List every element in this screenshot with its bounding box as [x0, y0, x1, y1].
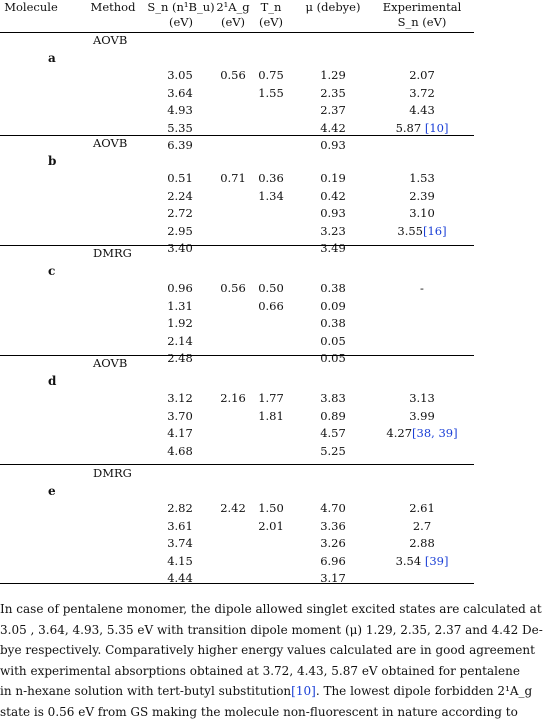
cell-tn	[254, 189, 288, 203]
cell-value: 3.70	[167, 408, 193, 423]
paragraph-line: In case of pentalene monomer, the dipole allowed singlet excited states are calculated at	[0, 602, 542, 616]
cell-value: 4.44	[167, 571, 193, 586]
cell-value: 3.36	[320, 518, 346, 533]
molecule-label: a	[48, 51, 56, 65]
cell-exp	[372, 554, 472, 568]
paragraph-line: with experimental absorptions obtained at 3.72, 4.43, 5.87 eV obtained for pentalene	[0, 663, 520, 678]
cell-mu	[298, 86, 368, 100]
header-molecule: Molecule	[4, 0, 58, 14]
cell-value: 0.51	[167, 171, 193, 185]
cell-sn	[150, 206, 210, 220]
cell-tn	[254, 501, 288, 515]
cell-sn	[150, 138, 210, 152]
cell-value: 0.05	[320, 351, 346, 366]
cell-mu	[298, 409, 368, 423]
cell-value: 4.27	[386, 426, 413, 441]
cell-mu	[298, 138, 368, 152]
cell-exp	[372, 519, 472, 533]
cell-value: 0.75	[258, 68, 284, 82]
cell-value: 4.57	[320, 426, 346, 441]
group-divider	[0, 464, 474, 465]
cell-mu	[298, 351, 368, 365]
cell-value: 3.10	[409, 206, 435, 221]
method-label: DMRG	[93, 246, 132, 260]
method-label: AOVB	[93, 136, 128, 150]
cell-exp	[372, 171, 472, 185]
cell-value: 2.35	[320, 85, 346, 100]
cell-value: 4.68	[167, 443, 193, 458]
table-bottom-rule	[0, 583, 474, 584]
paragraph-line	[0, 681, 533, 702]
cell-exp	[372, 189, 472, 203]
group-divider	[0, 135, 474, 136]
cell-value: 2.61	[409, 501, 435, 515]
cell-mu	[298, 334, 368, 348]
cell-value: 5.87	[395, 120, 425, 135]
cell-mu	[298, 444, 368, 458]
cell-value: 3.99	[409, 408, 435, 423]
cell-value: 1.29	[320, 68, 346, 82]
cell-exp	[372, 86, 472, 100]
cell-mu	[298, 426, 368, 440]
cell-exp	[372, 224, 472, 238]
cell-exp	[372, 426, 472, 440]
cell-value: 3.13	[409, 391, 435, 405]
cell-value: 2.16	[220, 391, 246, 405]
header-2ag	[214, 0, 252, 30]
cell-value: 1.55	[258, 85, 284, 100]
cell-tn	[254, 171, 288, 185]
cell-value: 6.39	[167, 138, 193, 153]
citation-link[interactable]: [10]	[424, 120, 449, 135]
cell-exp	[372, 536, 472, 550]
cell-value: 4.15	[167, 553, 193, 568]
cell-mu	[298, 68, 368, 82]
method-label: DMRG	[93, 466, 132, 480]
cell-sn	[150, 189, 210, 203]
header-experimental	[372, 0, 472, 30]
cell-tn	[254, 409, 288, 423]
method-label: AOVB	[93, 356, 128, 370]
cell-value: 4.43	[409, 103, 435, 118]
cell-value: 3.55	[397, 223, 423, 238]
cell-value: 0.05	[320, 333, 346, 348]
cell-a2	[214, 501, 252, 515]
cell-value: 3.72	[409, 85, 435, 100]
cell-value: 0.38	[320, 316, 346, 331]
cell-value: 3.83	[320, 391, 346, 405]
cell-value: 2.48	[167, 351, 193, 366]
method-label: AOVB	[93, 33, 128, 47]
cell-mu	[298, 554, 368, 568]
cell-a2	[214, 391, 252, 405]
cell-sn	[150, 224, 210, 238]
cell-mu	[298, 316, 368, 330]
cell-value: 0.66	[258, 298, 284, 313]
header-tn	[254, 0, 288, 30]
cell-value: 1.31	[167, 298, 193, 313]
cell-mu	[298, 501, 368, 515]
cell-value: 2.88	[409, 536, 435, 551]
cell-value: 3.26	[320, 536, 346, 551]
header-tn-line1: T_n	[260, 0, 282, 14]
cell-tn	[254, 519, 288, 533]
cell-exp	[372, 206, 472, 220]
cell-value: 2.82	[167, 501, 193, 515]
cell-sn	[150, 281, 210, 295]
cell-value: 4.70	[320, 501, 346, 515]
header-sn-line2: (eV)	[168, 15, 194, 29]
citation-link[interactable]: [38, 39]	[412, 426, 458, 441]
cell-value: 3.74	[167, 536, 193, 551]
cell-exp	[372, 501, 472, 515]
header-sn	[140, 0, 222, 30]
cell-value: 1.34	[258, 188, 284, 203]
cell-tn	[254, 391, 288, 405]
header-2ag-line1: 2¹A_g	[216, 0, 250, 14]
cell-value: 1.81	[258, 408, 284, 423]
cell-mu	[298, 224, 368, 238]
header-experimental-line2: S_n (eV)	[397, 15, 447, 29]
cell-exp	[372, 409, 472, 423]
cell-value: 2.01	[258, 518, 284, 533]
body-paragraph	[0, 599, 543, 722]
cell-exp	[372, 103, 472, 117]
cell-value: 2.37	[320, 103, 346, 118]
cell-sn	[150, 391, 210, 405]
cell-value: 2.72	[167, 206, 193, 221]
cell-sn	[150, 171, 210, 185]
group-divider	[0, 355, 474, 356]
cell-value: 0.42	[320, 188, 346, 203]
cell-sn	[150, 316, 210, 330]
cell-value: 0.56	[220, 281, 246, 295]
cell-value: 2.95	[167, 223, 193, 238]
paragraph-text: in n-hexane solution with tert-butyl substitution	[0, 684, 292, 698]
cell-value: 0.19	[320, 171, 346, 185]
cell-mu	[298, 299, 368, 313]
cell-value: 3.61	[167, 518, 193, 533]
cell-sn	[150, 501, 210, 515]
cell-value: 6.96	[320, 553, 346, 568]
cell-mu	[298, 121, 368, 135]
cell-value: -	[420, 281, 424, 295]
cell-value: 3.17	[320, 571, 346, 586]
cell-mu	[298, 519, 368, 533]
cell-value: 3.49	[320, 241, 346, 256]
cell-sn	[150, 299, 210, 313]
molecule-label: e	[48, 484, 56, 498]
cell-value: 0.50	[258, 281, 284, 295]
paragraph-text: . The lowest dipole forbidden 2¹A_g	[315, 684, 533, 698]
cell-sn	[150, 86, 210, 100]
cell-value: 3.54	[395, 553, 425, 568]
cell-exp	[372, 391, 472, 405]
cell-value: 2.42	[220, 501, 246, 515]
cell-value: 5.35	[167, 120, 193, 135]
cell-tn	[254, 68, 288, 82]
molecule-label: c	[48, 264, 56, 278]
cell-value: 3.12	[167, 391, 193, 405]
cell-value: 3.40	[167, 241, 193, 256]
cell-mu	[298, 391, 368, 405]
cell-value: 2.24	[167, 188, 193, 203]
cell-value: 0.71	[220, 171, 246, 185]
header-2ag-line2: (eV)	[220, 15, 246, 29]
cell-value: 1.92	[167, 316, 193, 331]
cell-value: 0.96	[167, 281, 193, 295]
cell-value: 4.17	[167, 426, 193, 441]
cell-mu	[298, 536, 368, 550]
cell-value: 5.25	[320, 443, 346, 458]
header-tn-line2: (eV)	[258, 15, 284, 29]
cell-value: 4.93	[167, 103, 193, 118]
cell-tn	[254, 299, 288, 313]
cell-mu	[298, 103, 368, 117]
cell-sn	[150, 334, 210, 348]
cell-value: 1.50	[258, 501, 284, 515]
header-mu: μ (debye)	[305, 0, 361, 14]
cell-value: 2.39	[409, 188, 435, 203]
cell-tn	[254, 86, 288, 100]
cell-value: 1.77	[258, 391, 284, 405]
cell-sn	[150, 121, 210, 135]
cell-value: 0.38	[320, 281, 346, 295]
cell-a2	[214, 281, 252, 295]
cell-a2	[214, 68, 252, 82]
cell-value: 0.09	[320, 298, 346, 313]
cell-value: 0.93	[320, 138, 346, 153]
cell-sn	[150, 519, 210, 533]
group-divider	[0, 32, 474, 33]
cell-value: 0.36	[258, 171, 284, 185]
header-sn-line1: S_n (n¹B_u)	[147, 0, 215, 14]
cell-value: 0.89	[320, 408, 346, 423]
cell-sn	[150, 351, 210, 365]
cell-value: 3.05	[167, 68, 193, 82]
cell-value: 2.07	[409, 68, 435, 82]
cell-mu	[298, 206, 368, 220]
cell-sn	[150, 426, 210, 440]
cell-a2	[214, 171, 252, 185]
paragraph-line: 3.05 , 3.64, 4.93, 5.35 eV with transition dipole moment (μ) 1.29, 2.35, 2.37 and 4.42 De-	[0, 622, 543, 637]
cell-sn	[150, 409, 210, 423]
cell-sn	[150, 103, 210, 117]
cell-sn	[150, 444, 210, 458]
cell-value: 0.56	[220, 68, 246, 82]
cell-value: 4.42	[320, 120, 346, 135]
cell-sn	[150, 536, 210, 550]
cell-value: 2.7	[412, 518, 432, 533]
group-divider	[0, 245, 474, 246]
header-method: Method	[90, 0, 136, 14]
cell-sn	[150, 241, 210, 255]
cell-exp	[372, 121, 472, 135]
cell-tn	[254, 281, 288, 295]
citation-link[interactable]: [39]	[424, 553, 449, 568]
citation-link[interactable]: [16]	[423, 223, 447, 238]
cell-sn	[150, 68, 210, 82]
cell-value: 2.14	[167, 333, 193, 348]
cell-mu	[298, 171, 368, 185]
cell-mu	[298, 241, 368, 255]
molecule-label: d	[48, 374, 57, 388]
molecule-label: b	[48, 154, 57, 168]
paragraph-line: bye respectively. Comparatively higher energy values calculated are in good agreement	[0, 643, 535, 657]
cell-value: 0.93	[320, 206, 346, 221]
cell-value: 3.64	[167, 85, 193, 100]
cell-mu	[298, 189, 368, 203]
cell-sn	[150, 554, 210, 568]
citation-link[interactable]: [10]	[291, 684, 316, 698]
cell-exp	[372, 281, 472, 295]
paragraph-line: state is 0.56 eV from GS making the molecule non-fluorescent in nature according to	[0, 704, 518, 719]
header-experimental-line1: Experimental	[382, 0, 462, 14]
cell-exp	[372, 68, 472, 82]
cell-mu	[298, 281, 368, 295]
cell-value: 1.53	[409, 171, 435, 185]
cell-value: 3.23	[320, 223, 346, 238]
